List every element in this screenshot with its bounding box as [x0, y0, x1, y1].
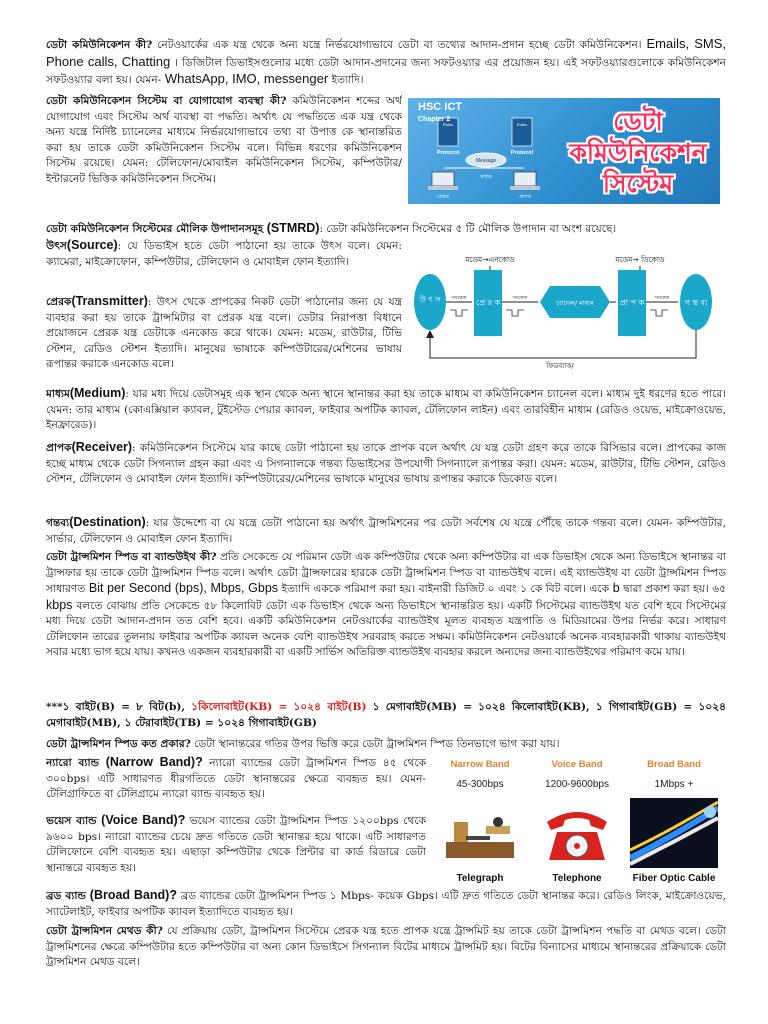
- banner-protocol-left: Protocol: [436, 150, 460, 156]
- paragraph-broad-band: ব্রড ব্যান্ড (Broad Band)? ব্রড ব্যান্ডের ডেটা ট্রান্সমিশন স্পিড ১ Mbps- কয়েক Gbps। এটি দ্রুত গতিতে ডেটা স্থানান্তর করে। রেডিও লিংক, মাইক্রোওয়েভ, স্যাটেলাইট, ফাইবার অপটিক ক্যাবল ইত্যাদিতে ব্যবহৃত হয়।: [46, 888, 726, 918]
- paragraph-speed-types: ডেটা ট্রান্সমিশন স্পিড কত প্রকার? ডেটা স্থানান্তরের গতির উপর ভিত্তি করে ডেটা ট্রান্সমিশন স্পিড তিনভাগে ভাগ করা যায়।: [46, 738, 560, 750]
- heading-transmitter: প্রেরক: [46, 296, 72, 308]
- banner-protocol-right: Protocol: [510, 150, 534, 156]
- heading-medium: মাধ্যম: [46, 388, 70, 400]
- band-broad: Broad Band 1Mbps + Fiber Optic Cable: [626, 758, 722, 792]
- heading-stmrd: ডেটা কমিউনিকেশন সিস্টেমের মৌলিক উপাদানসমূহ: [46, 223, 264, 235]
- heading-communication-system: ডেটা কমিউনিকেশন সিস্টেম বা যোগাযোগ ব্যবস্থা কী?: [46, 95, 287, 107]
- banner-rules-left: Rules: [442, 122, 454, 127]
- band-narrow: Narrow Band 45-300bps Telegraph: [432, 758, 528, 792]
- diagram-source-label: উ ৎ স: [419, 295, 441, 304]
- heading-destination: গন্তব্য: [46, 517, 70, 529]
- heading-source: উৎস: [46, 240, 67, 252]
- diagram-signal-1: সংকেত: [451, 295, 467, 301]
- paragraph-source: উৎস(Source): যে ডিভাইস হতে ডেটা পাঠানো হয় তাকে উৎস বলে। যেমন: ক্যামেরা, মাইক্রোফোন, কম্পিউটার, টেলিফোন ও মোবাইল ফোন ইত্যাদি।: [46, 238, 402, 268]
- band-types-image: [432, 758, 722, 890]
- heading-data-communication: ডেটা কমিউনিকেশন কী?: [46, 39, 153, 51]
- banner-sender: প্রেরক: [436, 194, 450, 200]
- diagram-medium-label: চ্যানেল/ মাধ্যম: [556, 299, 594, 307]
- paragraph-bandwidth: ডেটা ট্রান্সমিশন স্পিড বা ব্যান্ডউইথ কী? প্রতি সেকেন্ডে যে পরিমান ডেটা এক কম্পিউটার থেকে অন্য কম্পিউটার বা এক ডিভাইস থেকে অন্য ডিভাইসে স্থানান্তর বা ট্রান্সফার হয় তাকে ডেটা ট্রান্সমিশন স্পিড বলে। অর্থাৎ ডেটা ট্রান্সফারের হারকে ডেটা ট্রান্সমিশন স্পিড বা ব্যান্ডউইথ বলে। এই ব্যান্ডউইথ বা ডেটা ট্রান্সমিশন স্পিড সাধারণত Bit per Second (bps), Mbps, Gbps ইত্যাদি এককে পরিমাপ করা হয়। বাইনারী ডিজিট ০ এবং ১ কে বিট বলে। একে b দ্বারা প্রকাশ করা হয়। ৬৫ kbps বলতে বোঝায় প্রতি সেকেন্ডে ৫৮ কিলোবিট ডেটা এক ডিভাইস থেকে অন্য ডিভাইসে স্থানান্তরিত হয়। একটি সিস্টেমের ব্যান্ডউইথ যত বেশি হবে সিস্টেমের মধ্য দিয়ে ডেটা আদান-প্রদান তত বেশি হবে। একটি কমিউনিকেশন নেটওয়ার্কের ব্যান্ডউইথ মূলত ব্যবহৃত যন্ত্রপাতি ও মিডিয়ামের উপর নির্ভর করে। সাধারণ টেলিফোন তারের তুলনায় ফাইবার অপটিক ক্যাবল অনেক বেশি ব্যান্ডউইথ সরবরাহ করতে সক্ষম। কমিউনিকেশন নেটওয়ার্কে অনেক ব্যবহারকারী থাকায় ব্যান্ডউইথ সবার মধ্যে ভাগ হয়ে যায়। কখনও একজন ব্যবহারকারী বা একটি সার্ভিস অতিরিক্ত ব্যান্ডউইথ ব্যবহার করলে অন্যদের জন্য ব্যান্ডউইথের পরিমাণ কমে যায়।: [46, 551, 726, 658]
- banner-rules-right: Rules: [516, 122, 528, 127]
- heading-narrow-band: ন্যারো ব্যান্ড: [46, 757, 100, 769]
- paragraph-stmrd: ডেটা কমিউনিকেশন সিস্টেমের মৌলিক উপাদানসমূহ (STMRD): ডেটা কমিউনিকেশন সিস্টেমের ৫ টি মৌলিক উপাদান বা অংশ রয়েছে।: [46, 221, 617, 235]
- paragraph-medium: মাধ্যম(Medium): যার মধ্য দিয়ে ডেটাসমূহ এক স্থান থেকে অন্য স্থানে স্থানান্তর করা হয় তাকে মাধ্যম বা কমিউনিকেশন চ্যানেল বলে। মাধ্যম দুই ধরণের হতে পারে। যেমন: তার মাধ্যম (কোএক্সিয়াল ক্যাবল, টুইস্টেড পেয়ার ক্যাবল, ফাইবার অপটিক ক্যাবল, টেলিফোন লাইন) এবং তারবিহীন মাধ্যম (রেডিও ওয়েভ, মাইক্রোওয়েভ, ইনফ্রারেড)।: [46, 386, 726, 431]
- band-voice: Voice Band 1200-9600bps Telephone: [529, 758, 625, 792]
- diagram-encode-label: মডেম→এনকোড: [465, 255, 515, 264]
- diagram-signal-3: সংকেত: [654, 295, 670, 301]
- paragraph-transmitter: প্রেরক(Transmitter): উৎস থেকে প্রাপকের নিকট ডেটা পাঠানোর জন্য যে যন্ত্র ব্যবহার করা হয় তাকে ট্রান্সমিটার বা প্রেরক যন্ত্র বলে। ডেটার নিরাপত্তা বিধানে প্রয়োজনে প্রেরক যন্ত্র ডেটাকে এনকোড করে থাকে। যেমন: মডেম, রাউটার, টিভি স্টেশন, রেডিও স্টেশন ইত্যাদি। মানুষের ভাষাকে কম্পিউটারের/মেশিনের ভাষায় রূপান্তর করাকে এনকোড বলে।: [46, 294, 402, 370]
- diagram-feedback-label: ফিডব্যাক/: [546, 362, 574, 370]
- diagram-decode-label: মডেম→ ডিকোড: [615, 255, 665, 264]
- heading-bandwidth: ডেটা ট্রান্সমিশন স্পিড বা ব্যান্ডউইথ কী?: [46, 551, 217, 563]
- paragraph-destination: গন্তব্য(Destination): যার উদ্দেশ্যে বা যে যন্ত্রে ডেটা পাঠানো হয় অর্থাৎ ট্রান্সমিশনের পর ডেটা সর্বশেষ যে যন্ত্রে পৌঁছে তাকে গন্তব্য বলে। যেমন- কম্পিউটার, সার্ভার, টেলিফোন ও মোবাইল ফোন ইত্যাদি।: [46, 515, 726, 545]
- diagram-transmitter-label: প্রে র ক: [475, 298, 501, 307]
- banner-title: ডেটা কমিউনিকেশন সিস্টেম: [569, 107, 707, 198]
- banner-receiver: প্রাপক: [518, 194, 532, 200]
- banner-hsc-label: HSC ICT Chapter 2: [418, 101, 462, 123]
- heading-voice-band: ভয়েস ব্যান্ড: [46, 815, 97, 827]
- fiber-optic-icon: [630, 798, 718, 868]
- heading-transmission-method: ডেটা ট্রান্সমিশন মেথড কী?: [46, 925, 163, 937]
- paragraph-voice-band: ভয়েস ব্যান্ড (Voice Band)? ভয়েস ব্যান্ডের ডেটা ট্রান্সমিশন স্পিড ১২০০bps থেকে ৯৬০০ bps। ন্যারো ব্যান্ডের চেয়ে দ্রুত গতিতে ডেটা স্থানান্তর হয়ে থাকে। এটি সাধারণত টেলিফোনে বেশি ব্যবহৃত হয়। এছাড়া কম্পিউটার থেকে প্রিন্টার বা কার্ড রিডারে ডেটা স্থানান্তরে ব্যবহৃত হয়।: [46, 813, 426, 874]
- heading-broad-band: ব্রড ব্যান্ড: [46, 890, 86, 902]
- diagram-receiver-label: প্রা প ক: [619, 298, 645, 307]
- telegraph-icon: [436, 798, 524, 868]
- banner-medium: মাধ্যম: [480, 174, 492, 180]
- chapter-banner-image: [408, 98, 720, 204]
- heading-speed-types: ডেটা ট্রান্সমিশন স্পিড কত প্রকার?: [46, 738, 191, 750]
- telephone-icon: [533, 798, 621, 868]
- diagram-signal-2: সংকেত: [512, 295, 528, 301]
- highlight-kilobyte: ১কিলোবাইট(KB) = ১০২৪ বাইট(B): [191, 701, 367, 713]
- banner-message: Message: [475, 158, 497, 164]
- paragraph-receiver: প্রাপক(Receiver): কমিউনিকেশন সিস্টেমে যার কাছে ডেটা পাঠানো হয় তাকে প্রাপক বলে অর্থাৎ যে যন্ত্র ডেটা গ্রহণ করে তাকে রিসিভার বলে। প্রাপকের কাজ হচ্ছে মাধ্যম থেকে ডেটা সিগন্যাল গ্রহন করা এবং এ সিগন্যালকে গন্তব্য ডিভাইসের উপযোগী সিগন্যালে রূপান্তর করা। যেমন: মডেম, রাউটার, টিভি স্টেশন, রেডিও স্টেশন, টেলিফোন ও মোবাইল ফোন ইত্যাদি। কম্পিউটারের/মেশিনের ভাষাকে মানুষের ভাষায় রূপান্তর করাকে ডিকোড বলে।: [46, 440, 726, 485]
- diagram-destination-label: গ ন্ত ব্য: [684, 298, 708, 307]
- paragraph-communication-system: ডেটা কমিউনিকেশন সিস্টেম বা যোগাযোগ ব্যবস্থা কী? কমিউনিকেশন শব্দের অর্থ যোগাযোগ এবং সিস্টেম অর্থ ব্যবস্থা বা পদ্ধতি। অর্থাৎ যে পদ্ধতিতে এক যন্ত্র থেকে অন্য যন্ত্রে নির্দিষ্ট চ্যানেলের মাধ্যমে নির্ভরযোগ্যভাবে তথ্য বা উপাত্ত কে স্থানান্তরিত করা হয় তাকে ডেটা কমিউনিকেশন সিস্টেম বলে। বিভিন্ন ধরণের কমিউনিকেশন সিস্টেম রয়েছে। যেমন: টেলিফোন/মোবাইল কমিউনিকেশন সিস্টেম, কম্পিউটার/ইন্টারনেট ভিত্তিক কমিউনিকেশন সিস্টেম।: [46, 95, 402, 185]
- paragraph-transmission-method: ডেটা ট্রান্সমিশন মেথড কী? যে প্রক্রিয়ায় ডেটা, ট্রান্সমিশন সিস্টেমে প্রেরক যন্ত্র হতে প্রাপক যন্ত্রে ট্রান্সমিট হয় তাকে ডেটা ট্রান্সমিশন পদ্ধতি বা মেথড বলে। ডেটা ট্রান্সমিশনের ক্ষেত্রে কম্পিউটার হতে কম্পিউটার বা অন্য কোন ডিভাইসে সিগন্যাল বিটের মাধ্যমে ট্রান্সমিট হয়। বিটের বিন্যাসের মাধ্যমে স্থানান্তরের প্রক্রিয়াকে ডেটা ট্রান্সমিশন মেথড বলে।: [46, 925, 726, 968]
- paragraph-narrow-band: ন্যারো ব্যান্ড (Narrow Band)? ন্যারো ব্যান্ডের ডেটা ট্রান্সমিশন স্পিড ৪৫ থেকে ৩০০bps। এটি সাধারণত ধীরগতিতে ডেটা স্থানান্তরের ক্ষেত্রে ব্যবহৃত হয়। যেমন- টেলিগ্রাফিতে বা টেলিগ্রামে ন্যারো ব্যান্ড ব্যবহৃত হয়।: [46, 755, 426, 800]
- paragraph-data-communication: ডেটা কমিউনিকেশন কী? নেটওয়ার্কের এক যন্ত্র থেকে অন্য যন্ত্রে নির্ভরযোগ্যভাবে ডেটা বা তথ্যের আদান-প্রদান হচ্ছে ডেটা কমিউনিকেশন। Emails, SMS, Phone calls, Chatting । ডিজিটাল ডিভাইসগুলোর মধ্যে ডেটা আদান-প্রদানের জন্য সফটওয়্যার এর প্রয়োজন হয়। এই সফটওয়্যারগুলোকে কমিউনিকেশন সফটওয়্যার বলা হয়। যেমন- WhatsApp, IMO, messenger ইত্যাদি।: [46, 36, 726, 86]
- heading-receiver: প্রাপক: [46, 442, 72, 454]
- paragraph-byte-units: ***১ বাইট(B) = ৮ বিট(b), ১কিলোবাইট(KB) = ১০২৪ বাইট(B) ১ মেগাবাইট(MB) = ১০২৪ কিলোবাইট(KB), ১ গিগাবাইট(GB) = ১০২৪ মেগাবাইট(MB), ১ টেরাবাইট(TB) = ১০২৪ গিগাবাইট(GB): [46, 701, 726, 729]
- communication-flow-diagram: [410, 250, 720, 370]
